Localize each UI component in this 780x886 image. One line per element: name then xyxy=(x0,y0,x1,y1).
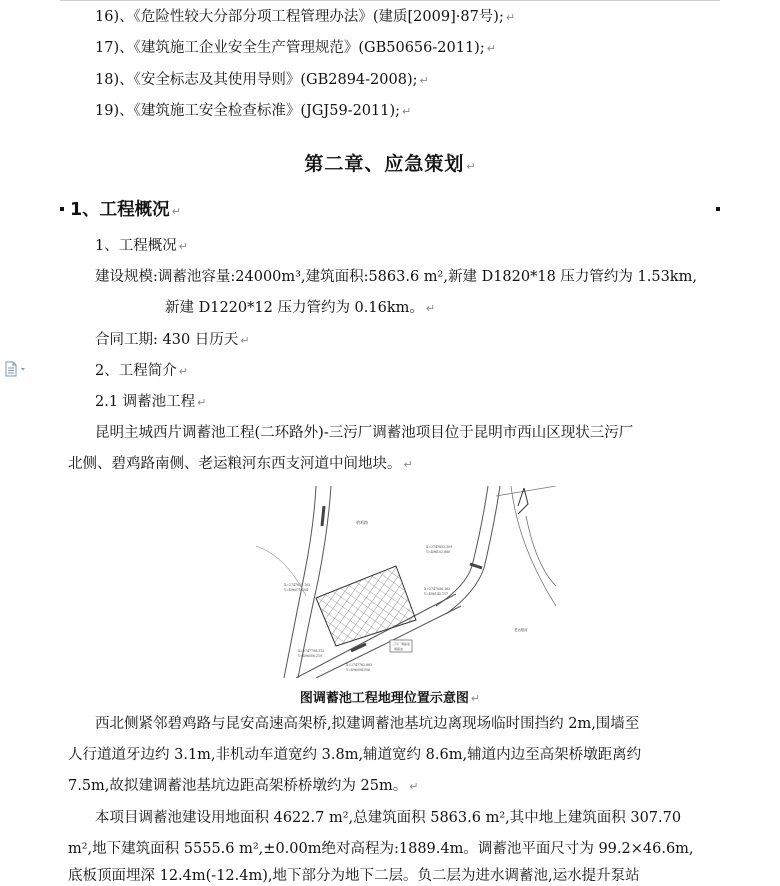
heading-bullet-icon xyxy=(60,207,64,211)
map-label-coord: Y=496094.506 xyxy=(346,668,371,672)
paragraph-mark: ↵ xyxy=(505,11,516,24)
map-label-plant: 三污厂调蓄池 xyxy=(392,642,411,646)
reference-item-19: 19)、《建筑施工安全检查标准》(JGJ59-2011); ↵ xyxy=(95,103,412,119)
figure-caption: 图调蓄池工程地理位置示意图 ↵ xyxy=(299,691,481,706)
map-label-coord: X=2747822.105 xyxy=(284,583,311,587)
reference-item-16: 16)、《危险性较大分部分项工程管理办法》(建质[2009]·87号); ↵ xyxy=(95,9,516,25)
paragraph-1-line-1: 昆明主城西片调蓄池工程(二环路外)-三污厂调蓄池项目位于昆明市西山区现状三污厂 xyxy=(95,425,634,441)
paragraph-mark: ↵ xyxy=(486,42,496,55)
map-label-coord: Y=496102.880 xyxy=(426,550,451,554)
paragraph-mark: ↵ xyxy=(402,105,412,118)
chapter-title: 第二章、应急策划 ↵ xyxy=(304,153,476,175)
map-label-building: 调蓄池 xyxy=(394,647,404,651)
paragraph-3-line-1: 本项目调蓄池建设用地面积 4622.7 m²,总建筑面积 5863.6 m²,其中地上建筑面积 307.70 xyxy=(95,810,682,826)
map-label-road: 碧鸡路 xyxy=(356,520,368,525)
scale-line-2: 新建 D1220*12 压力管约为 0.16km。 ↵ xyxy=(165,300,436,316)
paragraph-2-line-2: 人行道道牙边约 3.1m,非机动车道宽约 3.8m,辅道宽约 8.6m,辅道内边至高架桥墩距离约 xyxy=(68,747,642,763)
map-label-river: 老运粮河 xyxy=(514,628,528,632)
map-label-coord: X=2747798.315 xyxy=(298,649,325,653)
map-label-coord: X=2747762.883 xyxy=(346,663,373,667)
contract-duration: 合同工期: 430 日历天 ↵ xyxy=(95,332,250,348)
map-label-coord: X=2747893.509 xyxy=(426,545,453,549)
document-page-icon[interactable] xyxy=(4,361,28,377)
paragraph-2-line-3: 7.5m,故拟建调蓄池基坑边距高架桥桥墩约为 25m。 ↵ xyxy=(68,778,419,794)
section-heading: 1、工程概况 ↵ xyxy=(70,200,181,220)
reference-item-17: 17)、《建筑施工企业安全生产管理规范》(GB50656-2011); ↵ xyxy=(95,40,496,56)
map-label-coord: Y=496145.117 xyxy=(424,592,449,596)
location-map-figure xyxy=(256,486,556,678)
subsection-label: 2.1 调蓄池工程 ↵ xyxy=(95,394,207,410)
reference-item-18: 18)、《安全标志及其使用导则》(GB2894-2008); ↵ xyxy=(95,72,429,88)
paragraph-mark: ↵ xyxy=(419,74,429,87)
heading-bullet-right-icon xyxy=(716,207,720,211)
paragraph-2-line-1: 西北侧紧邻碧鸡路与昆安高速高架桥,拟建调蓄池基坑边离现场临时围挡约 2m,围墙至 xyxy=(95,716,640,732)
paragraph-3-line-3: 底板顶面埋深 12.4m(-12.4m),地下部分为地下二层。负二层为进水调蓄池,运水提升泵站 xyxy=(68,868,640,884)
scale-line-1: 建设规模:调蓄池容量:24000m³,建筑面积:5863.6 m²,新建 D1820*18 压力管约为 1.53km, xyxy=(95,269,697,285)
project-intro-label: 2、工程简介 ↵ xyxy=(95,363,188,379)
map-label-coord: Y=496058.219 xyxy=(298,654,323,658)
paragraph-1-line-2: 北侧、碧鸡路南侧、老运粮河东西支河道中间地块。 ↵ xyxy=(68,456,413,472)
paragraph-3-line-2: m²,地下建筑面积 5555.6 m²,±0.00m绝对高程为:1889.4m。调蓄池平面尺寸为 99.2×46.6m, xyxy=(68,841,694,857)
map-label-coord: X=2747856.163 xyxy=(424,587,451,591)
map-label-coord: Y=496071.204 xyxy=(284,588,309,592)
overview-label: 1、工程概况 ↵ xyxy=(95,238,188,254)
page-top-border xyxy=(60,0,720,1)
